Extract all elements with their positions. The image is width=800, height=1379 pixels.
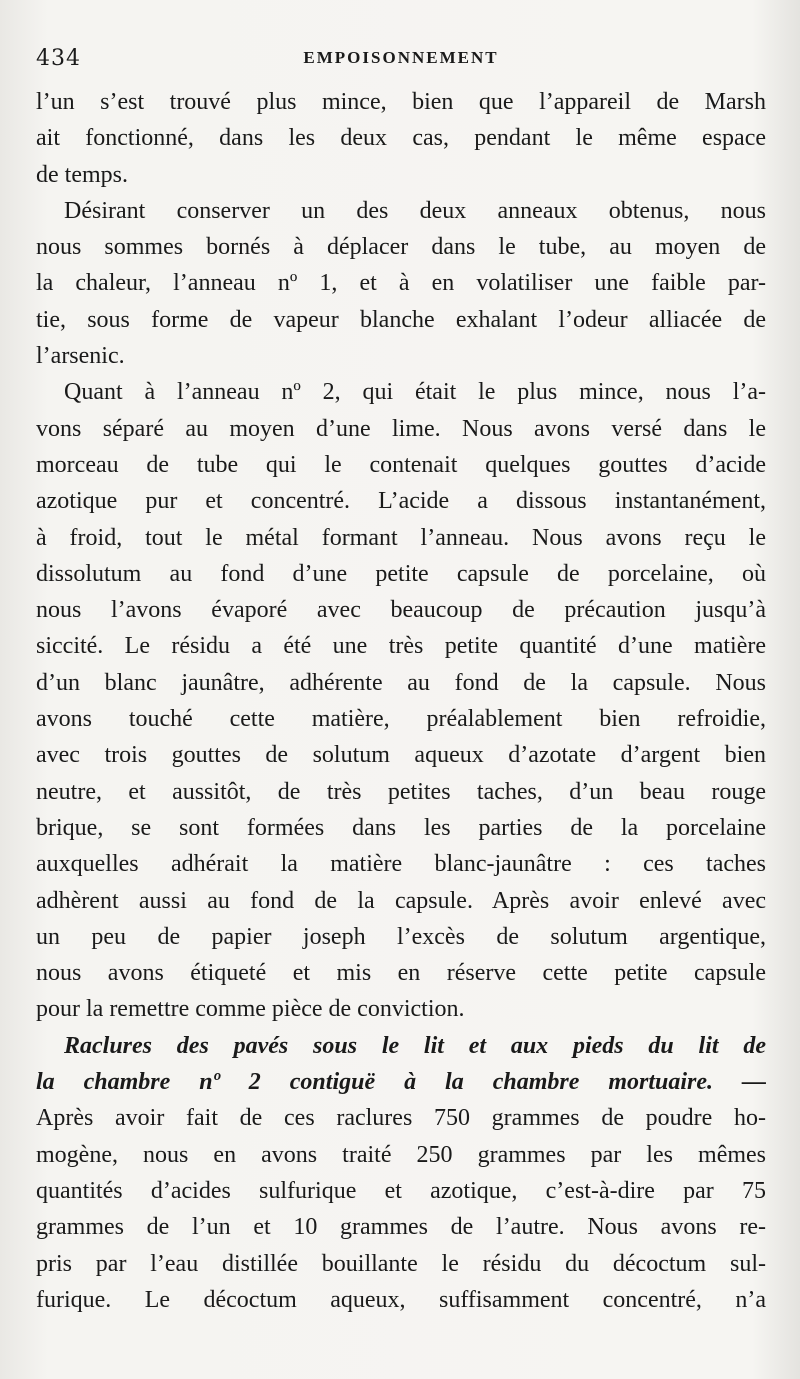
text-line: un peu de papier joseph l’excès de solutum argentique, [36,923,766,950]
text-line: brique, se sont formées dans les parties de la porcelaine [36,814,766,841]
body-text [36,84,766,1318]
text-line: siccité. Le résidu a été une très petite quantité d’une matière [36,633,766,660]
page-number: 434 [36,46,81,71]
text-line: à froid, tout le métal formant l’anneau. Nous avons reçu le [36,524,766,551]
text-line: Après avoir fait de ces raclures 750 grammes de poudre ho- [36,1105,766,1132]
text-line: morceau de tube qui le contenait quelques gouttes d’acide [36,451,766,478]
text-line: quantités d’acides sulfurique et azotique, c’est-à-dire par 75 [36,1177,766,1204]
running-head: EMPOISONNEMENT [303,48,499,67]
text-line: Quant à l’anneau nº 2, qui était le plus mince, nous l’a- [64,379,766,406]
text-line: l’un s’est trouvé plus mince, bien que l’appareil de Marsh [36,89,766,115]
text-line: l’arsenic. [36,343,125,370]
text-line: Désirant conserver un des deux anneaux obtenus, nous [64,197,766,224]
text-line: vons séparé au moyen d’une lime. Nous avons versé dans le [36,415,766,442]
text-line: d’un blanc jaunâtre, adhérente au fond de la capsule. Nous [36,669,766,696]
text-line: avons touché cette matière, préalablement bien refroidie, [36,706,766,733]
text-line: neutre, et aussitôt, de très petites taches, d’un beau rouge [36,778,766,805]
text-line: mogène, nous en avons traité 250 grammes par les mêmes [36,1141,766,1168]
text-line: dissolutum au fond d’une petite capsule de porcelaine, où [36,560,766,587]
text-line: adhèrent aussi au fond de la capsule. Après avoir enlevé avec [36,887,766,914]
text-line: azotique pur et concentré. L’acide a dissous instantanément, [36,488,766,515]
text-line: nous avons étiqueté et mis en réserve cette petite capsule [36,960,766,987]
text-line: la chaleur, l’anneau nº 1, et à en volatiliser une faible par- [36,270,766,297]
text-line: de temps. [36,161,128,188]
page-header [36,40,766,84]
text-line: nous l’avons évaporé avec beaucoup de précaution jusqu’à [36,597,766,624]
text-line: pris par l’eau distillée bouillante le résidu du décoctum sul- [36,1250,766,1277]
text-line: ait fonctionné, dans les deux cas, pendant le même espace [36,125,766,152]
section-heading-line: la chambre nº 2 contiguë à la chambre mortuaire. — [36,1069,766,1096]
section-heading-line: Raclures des pavés sous le lit et aux pieds du lit de [64,1032,766,1059]
text-line: pour la remettre comme pièce de conviction. [36,996,465,1023]
text-line: auxquelles adhérait la matière blanc-jaunâtre : ces taches [36,851,766,878]
text-line: nous sommes bornés à déplacer dans le tube, au moyen de [36,234,766,261]
text-line: furique. Le décoctum aqueux, suffisamment concentré, n’a [36,1286,766,1313]
text-line: tie, sous forme de vapeur blanche exhalant l’odeur alliacée de [36,306,766,333]
text-line: avec trois gouttes de solutum aqueux d’azotate d’argent bien [36,742,766,769]
text-line: grammes de l’un et 10 grammes de l’autre. Nous avons re- [36,1214,766,1241]
